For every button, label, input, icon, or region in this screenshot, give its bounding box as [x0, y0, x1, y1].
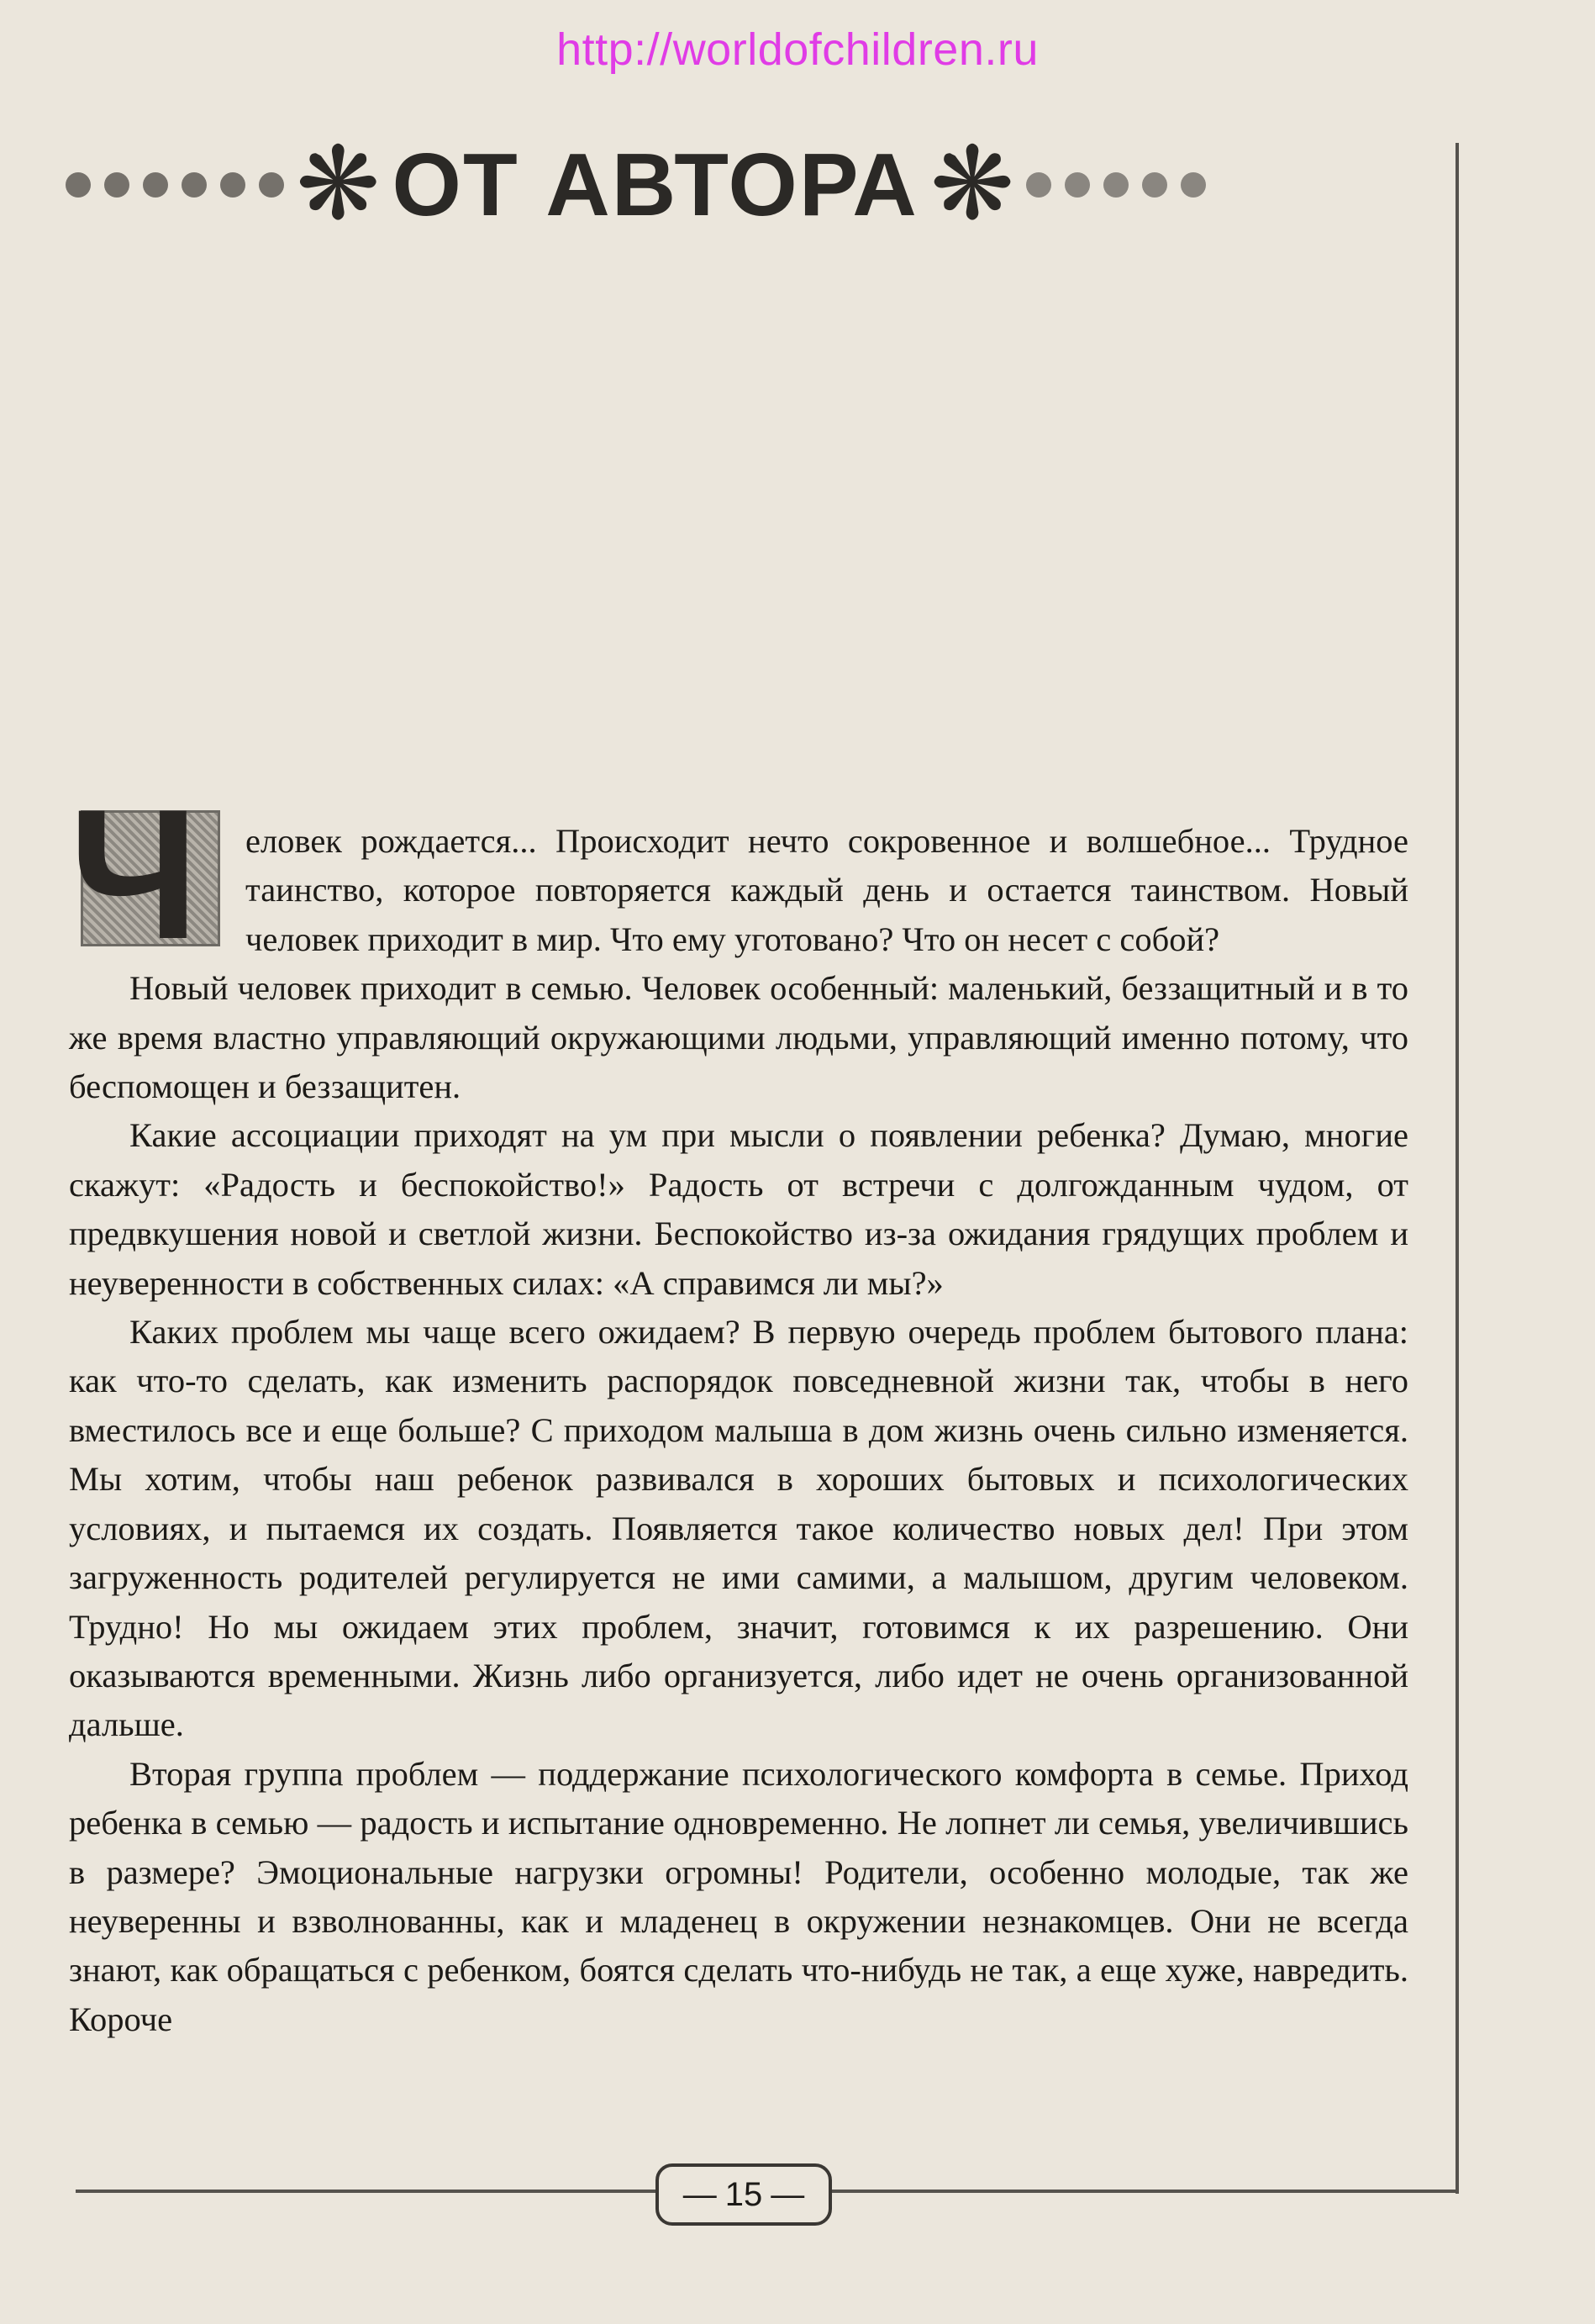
- dot-icon: [104, 172, 129, 198]
- paragraph: Какие ассоциации приходят на ум при мысли о появлении ребенка? Думаю, многие скажут: «Радость и беспокойство!» Радость от встречи с долгожданным чудом, от предвкушения новой и светлой жизни. Беспокойство из-за ожидания грядущих проблем и неуверенности в собственных силах: «А справимся ли мы?»: [69, 1116, 1408, 1302]
- page-frame-right-rule: [1456, 143, 1459, 2194]
- page-title: ОТ АВТОРА: [392, 134, 919, 235]
- dash-left: —: [682, 2175, 717, 2213]
- paragraph: Вторая группа проблем — поддержание психологического комфорта в семье. Приход ребенка в семью — радость и испытание одновременно. Не лопнет ли семья, увеличившись в размере? Эмоциональные нагрузки огромны! Родители, особенно молодые, так же неуверенны и взволнованны, как и младенец в окружении незнакомцев. Они не всегда знают, как обращаться с ребенком, боятся сделать что-нибудь не так, а еще хуже, навредить. Короче: [69, 1754, 1408, 2038]
- dot-icon: [1065, 172, 1090, 198]
- dash-right: —: [771, 2175, 805, 2213]
- decorative-dots-right: [1026, 172, 1206, 198]
- section-header: [66, 126, 1410, 243]
- dot-icon: [182, 172, 207, 198]
- dot-icon: [1103, 172, 1129, 198]
- dot-icon: [1181, 172, 1206, 198]
- page-number-badge: [655, 2163, 832, 2226]
- source-url[interactable]: http://worldofchildren.ru: [556, 24, 1039, 75]
- decorative-dots-left: [66, 172, 284, 198]
- dot-icon: [66, 172, 91, 198]
- paragraph: Каких проблем мы чаще всего ожидаем? В первую очередь проблем бытового плана: как что-то сделать, как изменить распорядок повседневной жизни так, чтобы в него вместилось все и еще больше? С приходом малыша в дом жизнь очень сильно изменяется. Мы хотим, чтобы наш ребенок развивался в хороших бытовых и психологических условиях, и пытаемся их создать. Появляется такое количество новых дел! При этом загруженность родителей регулируется не ими самими, а малышом, другим человеком. Трудно! Но мы ожидаем этих проблем, значит, готовимся к их разрешению. Они оказываются временными. Жизнь либо организуется, либо идет не очень организованной дальше.: [69, 1313, 1408, 1744]
- drop-cap-letter: Ч: [69, 771, 199, 978]
- asterisk-ornament-icon: ❋: [296, 126, 381, 243]
- asterisk-ornament-icon: ❋: [929, 126, 1015, 243]
- drop-cap: [69, 771, 229, 978]
- dot-icon: [1142, 172, 1167, 198]
- dot-icon: [220, 172, 245, 198]
- paragraph: [69, 771, 1408, 978]
- dot-icon: [1026, 172, 1051, 198]
- paragraph-text: еловек рождается... Происходит нечто сокровенное и волшебное... Трудное таинство, которое повторяется каждый день и остается таинством. Новый человек приходит в мир. Что ему уготовано? Что он несет с собой?: [245, 822, 1408, 958]
- page-number: 15: [724, 2175, 763, 2213]
- body-text: [69, 771, 1408, 2044]
- dot-icon: [259, 172, 284, 198]
- dot-icon: [143, 172, 168, 198]
- paragraph: Новый человек приходит в семью. Человек особенный: маленький, беззащитный и в то же время властно управляющий окружающими людьми, управляющий именно потому, что беспомощен и беззащитен.: [69, 969, 1408, 1106]
